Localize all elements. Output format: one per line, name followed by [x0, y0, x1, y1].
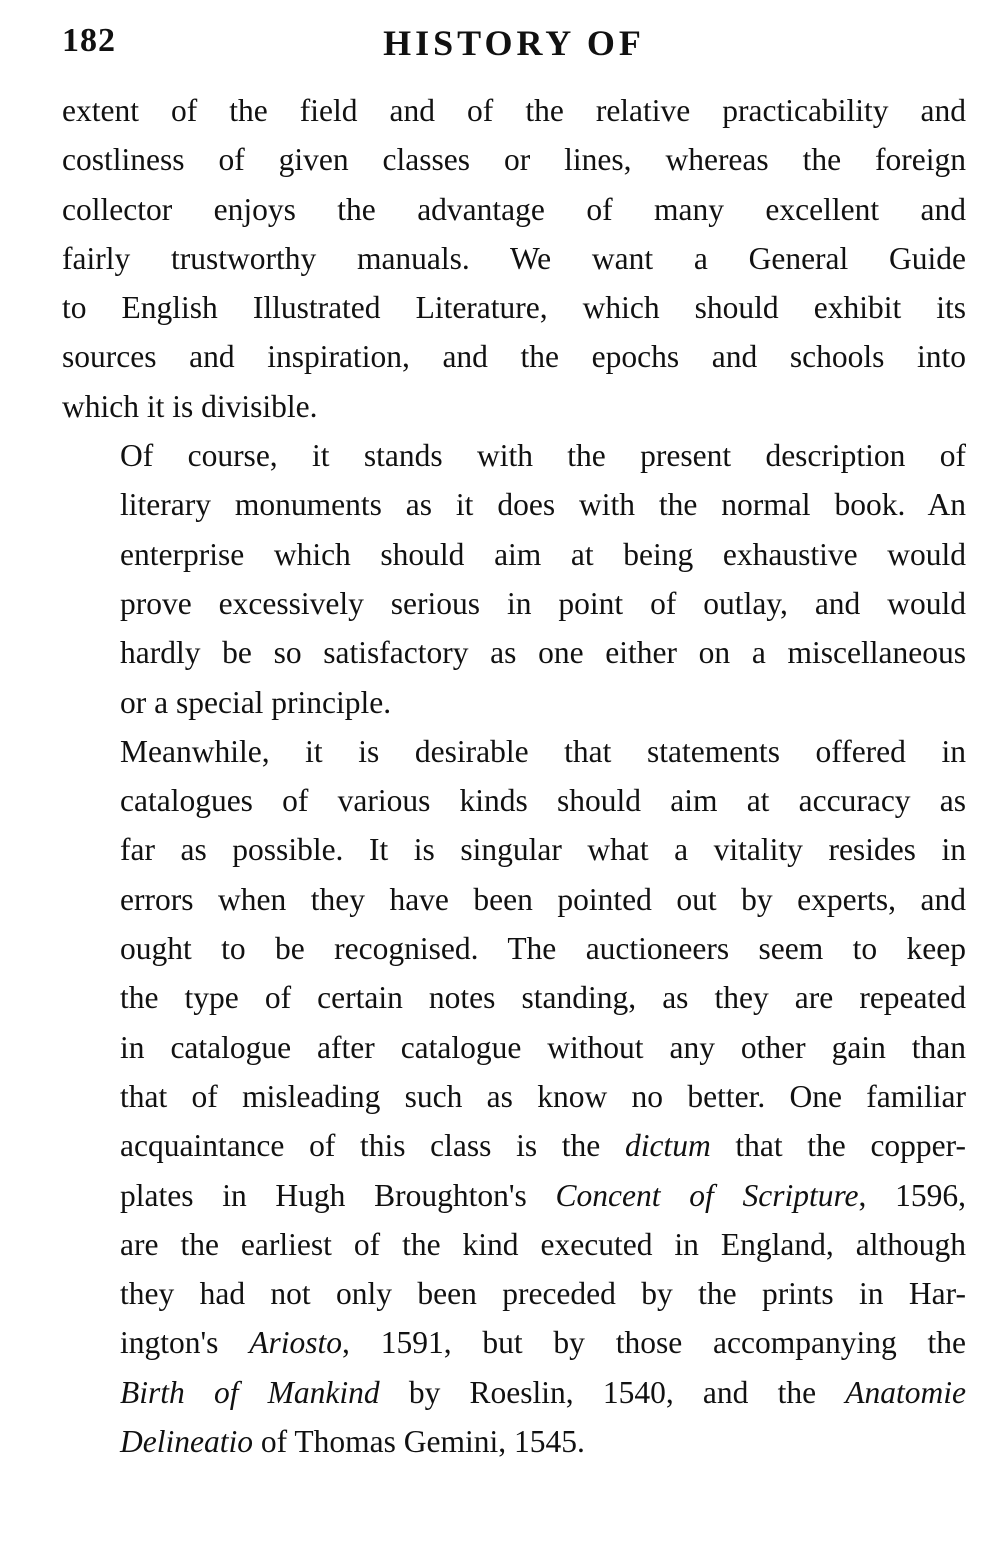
text-line: the type of certain notes standing, as they are repeated [120, 980, 966, 1016]
text-line: extent of the field and of the relative practicability and [62, 93, 966, 128]
text-line [62, 1121, 966, 1170]
running-head [62, 22, 966, 72]
line-segment: , 1596, [858, 1177, 966, 1213]
text-line: fairly trustworthy manuals. We want a General Guide [62, 240, 966, 276]
text-line: hardly be so satisfactory as one either on a miscellaneous [120, 635, 966, 671]
text-line: are the earliest of the kind executed in England, although [120, 1226, 966, 1262]
paragraph-2 [62, 431, 966, 727]
italic-phrase: dictum [624, 1128, 711, 1164]
text-line: Meanwhile, it is desirable that statements offered in [120, 733, 966, 769]
text-line: catalogues of various kinds should aim at accuracy as [120, 783, 966, 819]
italic-title: Concent of Scripture [555, 1177, 859, 1213]
text-line: far as possible. It is singular what a vitality resides in [120, 832, 966, 868]
text-line [62, 1417, 966, 1466]
text-line: prove excessively serious in point of outlay, and would [120, 585, 966, 621]
text-line [62, 1368, 966, 1417]
italic-title: Birth of Mankind [120, 1374, 380, 1410]
text-line: to English Illustrated Literature, which should exhibit its [62, 290, 966, 326]
line-segment: , 1591, but by those accompanying the [342, 1325, 967, 1361]
line-segment: of Thomas Gemini, 1545. [252, 1424, 585, 1460]
italic-title: Anatomie [845, 1374, 966, 1410]
italic-title: Delineatio [120, 1424, 253, 1460]
text-line: literary monuments as it does with the normal book. An [120, 487, 966, 523]
text-line: that of misleading such as know no better. One familiar [120, 1078, 966, 1114]
text-line: errors when they have been pointed out by experts, and [120, 881, 966, 917]
text-line: collector enjoys the advantage of many excellent and [62, 191, 966, 227]
text-line: they had not only been preceded by the prints in Har- [120, 1276, 966, 1312]
paragraph-3 [62, 727, 966, 1466]
text-line: enterprise which should aim at being exhaustive would [120, 536, 966, 572]
text-line [62, 1318, 966, 1367]
running-title: HISTORY OF [383, 23, 645, 63]
page-number: 182 [62, 22, 116, 59]
text-line: sources and inspiration, and the epochs and schools into [62, 339, 966, 375]
body-text [62, 86, 966, 1466]
paragraph-1 [62, 86, 966, 431]
line-segment: plates in Hugh Broughton's [120, 1177, 556, 1213]
text-line: costliness of given classes or lines, whereas the foreign [62, 142, 966, 178]
text-line [62, 1171, 966, 1220]
text-line: which it is divisible. [62, 388, 318, 424]
text-line: ought to be recognised. The auctioneers seem to keep [120, 931, 966, 967]
text-line: in catalogue after catalogue without any other gain than [120, 1029, 966, 1065]
text-line: or a special principle. [120, 684, 392, 720]
line-segment: that the copper- [710, 1128, 967, 1164]
line-segment: ington's [120, 1325, 250, 1361]
line-segment: by Roeslin, 1540, and the [379, 1374, 846, 1410]
page-content [62, 22, 966, 1466]
text-line: Of course, it stands with the present description of [120, 438, 966, 474]
italic-title: Ariosto [249, 1325, 343, 1361]
line-segment: acquaintance of this class is the [120, 1128, 625, 1164]
